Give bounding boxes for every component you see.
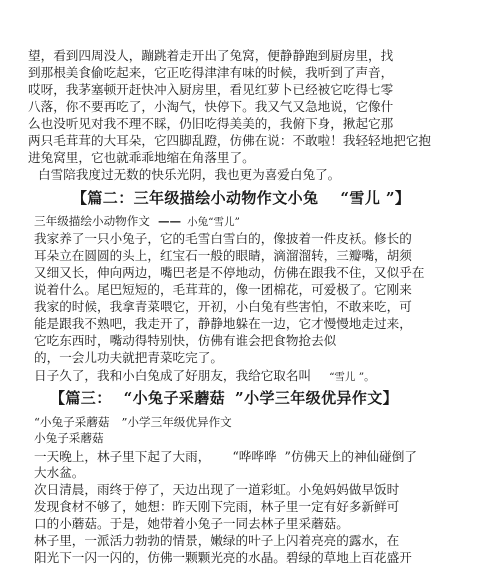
- section3-line-1: [34, 449, 417, 465]
- intro-line-7: 进兔窝里，它也就乖乖地缩在角落里了。: [28, 150, 255, 165]
- section2-line-6: 能是跟我不熟吧，我走开了，静静地躲在一边，它才慢慢地走过来，: [34, 316, 412, 331]
- section3-heading: [50, 388, 398, 408]
- intro-line-4: 八落，你不要再吃了，小淘气，快停下。我又气又急地说，它像什: [28, 99, 394, 114]
- section3-line-4: 口的小蘑菇。于是，她带着小兔子一同去林子里采蘑菇。: [34, 516, 349, 531]
- section2-subtitle: [34, 213, 240, 230]
- section3-line-2: 次日清晨，雨终于停了，天边出现了一道彩虹。小兔妈妈做早饭时: [34, 482, 400, 497]
- section2-heading-quote: “雪儿 ”】: [340, 189, 411, 207]
- section2-line-3: 又细又长，伸向两边，嘴巴老是不停地动，仿佛在跟我不住，又似乎在: [34, 265, 425, 280]
- section3-subtitle-1: [34, 414, 232, 430]
- intro-line-3: 哎呀，我茅塞顿开赶快冲入厨房里，看见红萝卜已经被它吃得七零: [28, 82, 394, 97]
- section2-line-1: 我家养了一只小兔子，它的毛雪白雪白的，像披着一件皮袄。修长的: [34, 231, 412, 246]
- intro-line-8: 白雪陪我度过无数的快乐光阴，我也更为喜爱白兔了。: [38, 167, 341, 182]
- section2-line-7: 它吃东西时，嘴动得特别快，仿佛有谁会把食物抢去似: [34, 333, 337, 348]
- section2-subtitle-left: 三年级描绘小动物作文: [34, 214, 150, 228]
- section3-subtitle-1-right: ”小学三年级优异作文: [121, 415, 232, 429]
- section3-heading-title: “小兔子采蘑菇: [123, 389, 226, 407]
- section3-line-6: 阳光下一闪一闪的，仿佛一颗颗光亮的水晶。碧绿的草地上百花盛开: [34, 550, 412, 565]
- section2-heading: [72, 188, 410, 208]
- section2-line-4: 说着什么。尾巴短短的，毛茸茸的，像一团棉花，可爱极了。它刚来: [34, 282, 412, 297]
- section3-line-1-suffix: ”仿佛天上的神仙碰倒了: [284, 449, 417, 464]
- section2-line-8: 的，一会儿功夫就把青菜吃完了。: [34, 350, 223, 365]
- section3-onomatopoeia: “哗哗哗: [232, 449, 277, 464]
- section2-line-2: 耳朵立在圆圆的头上，红宝石一般的眼睛，滴溜溜转，三瓣嘴，胡须: [34, 248, 412, 263]
- intro-line-2: 到那根美食偷吃起来，它正吃得津津有味的时候，我听到了声音，: [28, 65, 394, 80]
- section3-heading-suffix: ”小学三年级优异作文】: [235, 389, 399, 407]
- section3-subtitle-2: 小兔子采蘑菇: [34, 431, 104, 445]
- section2-heading-prefix: 【篇二：三年级描绘小动物作文小兔: [72, 189, 319, 207]
- section2-subtitle-right: 小兔“雪儿”: [187, 216, 240, 228]
- section2-subtitle-dash: ——: [157, 214, 182, 228]
- intro-line-5: 么也没听见对我不理不睬，仍旧吃得美美的，我俯下身，揪起它那: [28, 116, 394, 131]
- section3-line-5: 林子里，一派活力勃勃的情景，嫩绿的叶子上闪着亮亮的露水，在: [34, 533, 400, 548]
- section3-line-3: 发现食材不够了，她想：昨天刚下完雨，林子里一定有好多新鲜可: [34, 499, 400, 514]
- section2-last-line-prefix: 日子久了，我和小白兔成了好朋友，我给它取名叫: [34, 368, 312, 383]
- section2-last-line: [34, 368, 375, 385]
- section2-pet-name: “雪儿 ”。: [329, 371, 375, 383]
- intro-line-6: 两只毛茸茸的大耳朵，它四脚乱蹬，仿佛在说：不敢啦！我轻轻地把它抱: [28, 133, 431, 148]
- section3-line-1-cont: 大水盆。: [34, 465, 85, 480]
- section3-heading-prefix: 【篇三：: [50, 389, 112, 407]
- section2-line-5: 我家的时候，我拿青菜喂它，开初，小白兔有些害怕，不敢来吃，可: [34, 299, 412, 314]
- intro-line-1: 望，看到四周没人，蹦跳着走开出了兔窝，便静静跑到厨房里，找: [28, 48, 394, 63]
- section3-subtitle-1-left: “小兔子采蘑菇: [34, 415, 110, 429]
- section3-line-1-prefix: 一天晚上，林子里下起了大雨，: [34, 449, 211, 464]
